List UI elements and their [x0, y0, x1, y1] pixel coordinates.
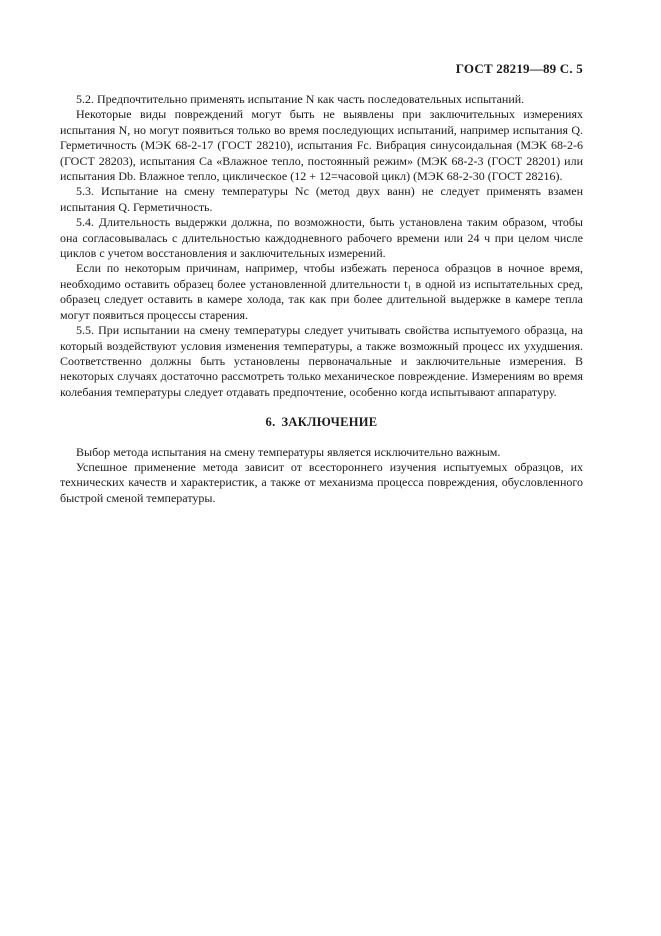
paragraph-5-4-detail: Если по некоторым причинам, например, чтобы избежать переноса образцов в ночное время, необходимо оставить образец более установленной длительности t₁ в одной из испытательных сред, образец следует оставить в камере холода, так как при более длительной выдержке в камере тепла могут появиться процессы старения.	[60, 261, 583, 322]
paragraph-5-3: 5.3. Испытание на смену температуры Nc (метод двух ванн) не следует применять взамен испытания Q. Герметичность.	[60, 184, 583, 214]
paragraph-5-5: 5.5. При испытании на смену температуры следует учитывать свойства испытуемого образца, на который воздействуют условия изменения температуры, а также возможный процесс их ухудшения. Соответственно должны быть установлены первоначальные и заключительные измерения. В некоторых случаях достаточно рассмотреть только механическое повреждение. Измерениям во время колебания температуры следует отдавать предпочтение, особенно когда испытывают аппаратуру.	[60, 323, 583, 399]
paragraph-5-4: 5.4. Длительность выдержки должна, по возможности, быть установлена таким образом, чтобы она согласовывалась с длительностью каждодневного рабочего времени или 24 ч при целом числе циклов с учетом восстановления и заключительных измерений.	[60, 215, 583, 261]
page-body	[60, 92, 583, 506]
section-6-number: 6.	[265, 415, 276, 430]
paragraph-5-2: 5.2. Предпочтительно применять испытание N как часть последовательных испытаний.	[76, 92, 525, 106]
paragraph-6-2: Успешное применение метода зависит от всестороннего изучения испытуемых образцов, их технических качеств и характеристик, а также от механизма процесса повреждения, обусловленного быстрой сменой температуры.	[60, 459, 583, 505]
paragraph-6-1: Выбор метода испытания на смену температуры является исключительно важным.	[76, 444, 501, 459]
section-6-heading	[60, 415, 583, 430]
paragraph-5-2-detail: Некоторые виды повреждений могут быть не выявлены при заключительных измерениях испытания N, но могут появиться только во время последующих испытаний, например испытания Q. Герметичность (МЭК 68-2-17 (ГОСТ 28210), испытания Fc. Вибрация синусоидальная (МЭК 68-2-6 (ГОСТ 28203), испытания Са «Влажное тепло, постоянный режим» (МЭК 68-2-3 (ГОСТ 28201) или испытания Db. Влажное тепло, циклическое (12 + 12=часовой цикл) (МЭК 68-2-30 (ГОСТ 28216).	[60, 107, 583, 184]
page-header: ГОСТ 28219—89 С. 5	[455, 61, 583, 76]
section-6-title: ЗАКЛЮЧЕНИЕ	[281, 415, 378, 430]
